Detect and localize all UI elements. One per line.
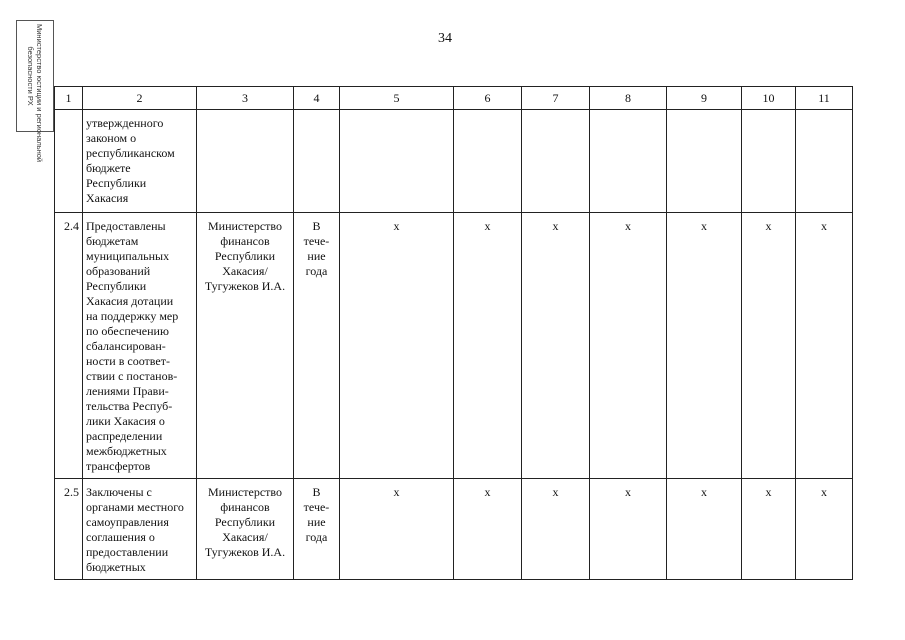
executor — [197, 213, 294, 479]
term-line: ние — [307, 515, 326, 529]
event-name-line: ствии с постанов- — [86, 369, 178, 383]
registration-stamp — [16, 20, 54, 163]
value-cell-col-5: х — [340, 479, 454, 580]
event-name-line: органами местного — [86, 500, 184, 514]
event-name-line: предоставлении — [86, 545, 169, 559]
event-name-line: по обеспечению — [86, 324, 169, 338]
event-name-line: образований — [86, 264, 151, 278]
executor-line: Республики — [214, 249, 276, 263]
value-cell-col-9: х — [667, 213, 742, 479]
term — [294, 213, 340, 479]
event-name-line: лики Хакасия о — [86, 414, 165, 428]
event-name — [83, 213, 197, 479]
column-header-10: 10 — [742, 87, 796, 110]
term-line: В — [312, 485, 321, 499]
value-cell-col-9: х — [667, 479, 742, 580]
event-name-line: Заключены с — [86, 485, 152, 499]
value-cell-col-8: х — [590, 479, 667, 580]
value-cell-col-6: х — [454, 479, 522, 580]
column-header-11: 11 — [796, 87, 853, 110]
column-header-4: 4 — [294, 87, 340, 110]
column-header-1: 1 — [55, 87, 83, 110]
executor — [197, 110, 294, 213]
term-line: года — [305, 264, 328, 278]
value-cell-col-7 — [522, 110, 590, 213]
column-header-2: 2 — [83, 87, 197, 110]
executor-line: Тугужеков И.А. — [204, 279, 286, 293]
value-cell-col-5: х — [340, 213, 454, 479]
event-name-line: межбюджетных — [86, 444, 167, 458]
event-name-line: лениями Прави- — [86, 384, 169, 398]
event-name-line: сбалансирован- — [86, 339, 166, 353]
value-cell-col-11: х — [796, 479, 853, 580]
value-cell-col-5 — [340, 110, 454, 213]
event-name-line: Хакасия дотации — [86, 294, 174, 308]
executor-line: Хакасия/ — [222, 530, 268, 544]
event-name-line: Предоставлены — [86, 219, 166, 233]
event-name-line: республиканском — [86, 146, 175, 160]
stamp-line: Министерство юстиции и региональной — [35, 24, 44, 163]
event-name-line: муниципальных — [86, 249, 170, 263]
stamp-line: безопасности РХ — [26, 46, 35, 106]
event-name-line: бюджетных — [86, 560, 146, 574]
column-header-3: 3 — [197, 87, 294, 110]
value-cell-col-9 — [667, 110, 742, 213]
plan-table — [54, 86, 853, 580]
executor-line: финансов — [220, 234, 270, 248]
term — [294, 110, 340, 213]
event-name-line: Республики — [86, 176, 147, 190]
column-header-6: 6 — [454, 87, 522, 110]
value-cell-col-8: х — [590, 213, 667, 479]
row-number: 2.4 — [55, 213, 83, 479]
event-name — [83, 110, 197, 213]
stamp-text — [26, 24, 44, 163]
column-header-8: 8 — [590, 87, 667, 110]
event-name-line: трансфертов — [86, 459, 151, 473]
event-name-line: на поддержку мер — [86, 309, 179, 323]
table-row — [55, 479, 853, 580]
table-row — [55, 110, 853, 213]
term-line: тече- — [303, 234, 330, 248]
row-number — [55, 110, 83, 213]
event-name-line: бюджете — [86, 161, 131, 175]
event-name-line: бюджетам — [86, 234, 139, 248]
column-header-5: 5 — [340, 87, 454, 110]
value-cell-col-7: х — [522, 479, 590, 580]
value-cell-col-10: х — [742, 213, 796, 479]
value-cell-col-6: х — [454, 213, 522, 479]
event-name-line: тельства Респуб- — [86, 399, 173, 413]
executor-line: Министерство — [208, 485, 282, 499]
event-name-line: самоуправления — [86, 515, 169, 529]
table-header-row — [55, 87, 853, 110]
executor-line: Хакасия/ — [222, 264, 268, 278]
value-cell-col-8 — [590, 110, 667, 213]
executor-line: финансов — [220, 500, 270, 514]
event-name-line: законом о — [86, 131, 137, 145]
value-cell-col-7: х — [522, 213, 590, 479]
value-cell-col-10 — [742, 110, 796, 213]
term-line: года — [305, 530, 328, 544]
executor-line: Тугужеков И.А. — [204, 545, 286, 559]
term — [294, 479, 340, 580]
table-row — [55, 213, 853, 479]
term-line: тече- — [303, 500, 330, 514]
event-name-line: распределении — [86, 429, 163, 443]
row-number: 2.5 — [55, 479, 83, 580]
event-name-line: ности в соответ- — [86, 354, 170, 368]
event-name-line: утвержденного — [86, 116, 164, 130]
column-header-9: 9 — [667, 87, 742, 110]
executor-line: Министерство — [208, 219, 282, 233]
column-header-7: 7 — [522, 87, 590, 110]
event-name — [83, 479, 197, 580]
term-line: В — [312, 219, 321, 233]
page-number: 34 — [438, 31, 452, 46]
value-cell-col-11 — [796, 110, 853, 213]
value-cell-col-6 — [454, 110, 522, 213]
event-name-line: Республики — [86, 279, 147, 293]
value-cell-col-11: х — [796, 213, 853, 479]
term-line: ние — [307, 249, 326, 263]
executor-line: Республики — [214, 515, 276, 529]
value-cell-col-10: х — [742, 479, 796, 580]
event-name-line: Хакасия — [86, 191, 129, 205]
event-name-line: соглашения о — [86, 530, 155, 544]
executor — [197, 479, 294, 580]
